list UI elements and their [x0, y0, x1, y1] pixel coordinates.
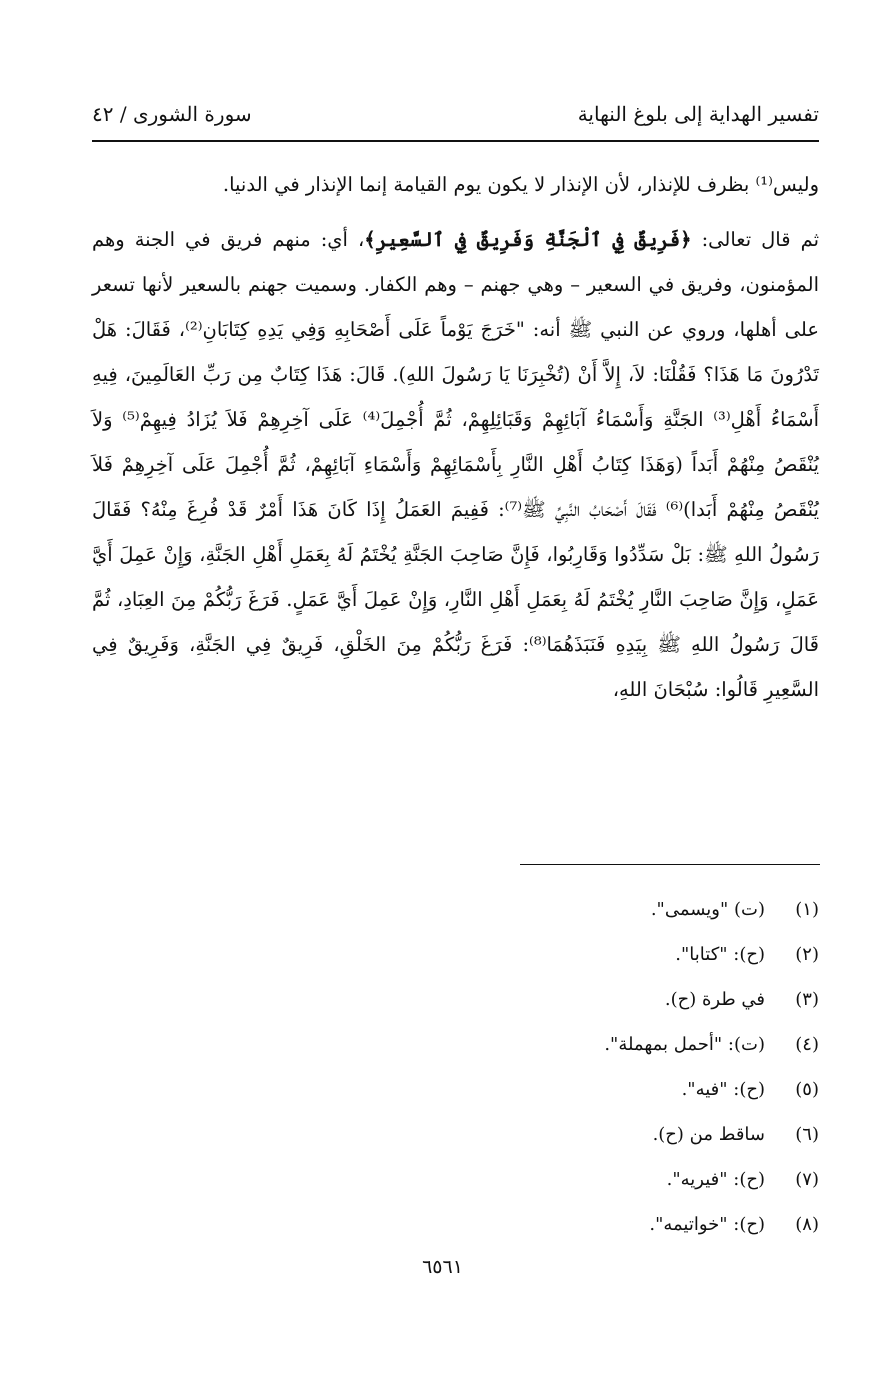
- footnote-divider: [520, 864, 820, 865]
- footnote-item: [92, 977, 819, 1022]
- footnote-item: [92, 1112, 819, 1157]
- paragraph-2-body: ، أي: منهم فريق في الجنة وهم المؤمنون، وفريق في السعير – وهي جهنم – وهم الكفار. وسميت جهنم بالسعير لأنها تسعر على أهلها، وروي عن النبي ﷺ أنه: "خَرَجَ يَوْماً عَلَى أَصْحَابِهِ وَفِي يَدِهِ كِتَابَانِ⁽²⁾، فَقَالَ: هَلْ تَدْرُونَ مَا هَذَا؟ فَقُلْنَا: لاَ، إِلاَّ أَنْ (تُخْبِرَنَا يَا رَسُولَ اللهِ). قَالَ: هَذَا كِتَابٌ مِن رَبِّ العَالَمِينَ، فِيهِ أَسْمَاءُ أَهْلِ⁽³⁾ الجَنَّةِ وَأَسْمَاءُ آبَائِهِمْ وَقَبَائِلِهِمْ، ثُمَّ أُجْمِلَ⁽⁴⁾ عَلَى آخِرِهِمْ فَلاَ يُزَادُ فِيهِمْ⁽⁵⁾ وَلاَ يُنْقَصُ مِنْهُمْ أَبَداً (وَهَذَا كِتَابُ أَهْلِ النَّارِ بِأَسْمَائِهِمْ وَأَسْمَاءِ آبَائِهِمْ، ثُمَّ أُجْمِلَ عَلَى آخِرِهِمْ فَلاَ يُنْقَصُ مِنْهُمْ أَبَدا)⁽⁶⁾ فَقَالَ أَصْحَابُ النَّبِيِّ ﷺ⁽⁷⁾: فَفِيمَ العَمَلُ إِذَا كَانَ هَذَا أَمْرٌ قَدْ فُرِغَ مِنْهُ؟ فَقَالَ رَسُولُ اللهِ ﷺ: بَلْ سَدِّدُوا وَقَارِبُوا، فَإِنَّ صَاحِبَ الجَنَّةِ يُخْتَمُ لَهُ بِعَمَلِ أَهْلِ الجَنَّةِ، وَإِنْ عَمِلَ أَيَّ عَمَلٍ، وَإِنَّ صَاحِبَ النَّارِ يُخْتَمُ لَهُ بِعَمَلِ أَهْلِ النَّارِ، وَإِنْ عَمِلَ أَيَّ عَمَلٍ. فَرَغَ رَبُّكُمْ مِنَ العِبَادِ، ثُمَّ قَالَ رَسُولُ اللهِ ﷺ بِيَدِهِ فَنَبَذَهُمَا⁽⁸⁾: فَرَغَ رَبُّكُمْ مِنَ الخَلْقِ، فَرِيقٌ فِي الجَنَّةِ، وَفَرِيقٌ فِي السَّعِيرِ قَالُوا: سُبْحَانَ اللهِ،: [92, 228, 820, 701]
- footnote-text: (ت) "ويسمى".: [650, 899, 765, 920]
- footnote-number: (٤): [795, 1034, 819, 1055]
- footnote-number: (٨): [795, 1214, 819, 1235]
- book-title: تفسير الهداية إلى بلوغ النهاية: [577, 102, 819, 126]
- footnote-item: [92, 1067, 819, 1112]
- header-divider: [92, 140, 819, 142]
- footnote-item: [92, 887, 819, 932]
- footnote-text: (ح): "كتابا".: [675, 944, 765, 965]
- footnote-number: (٦): [795, 1124, 819, 1145]
- paragraph-2: [92, 217, 819, 712]
- footnote-item: [92, 1022, 819, 1067]
- surah-reference: سورة الشورى / ٤٢: [92, 102, 252, 126]
- footnote-text: في طرة (ح).: [664, 989, 765, 1010]
- paragraph-1: وليس⁽¹⁾ بظرف للإنذار، لأن الإنذار لا يكون يوم القيامة إنما الإنذار في الدنيا.: [222, 173, 819, 196]
- footnote-text: ساقط من (ح).: [652, 1124, 765, 1145]
- footnote-list: [92, 887, 819, 1247]
- running-header: [92, 96, 819, 132]
- footnote-number: (٢): [795, 944, 819, 965]
- main-text: [92, 162, 819, 712]
- footnote-item: [92, 1202, 819, 1247]
- footnote-text: (ح): "فيه".: [681, 1079, 765, 1100]
- page-number: ٦٥٦١: [422, 1256, 463, 1278]
- footnote-number: (٧): [795, 1169, 819, 1190]
- footnote-item: [92, 932, 819, 977]
- footnote-item: [92, 1157, 819, 1202]
- footnote-number: (٥): [795, 1079, 819, 1100]
- footnote-text: (ح): "فيريه".: [666, 1169, 765, 1190]
- footnote-number: (١): [795, 899, 819, 920]
- paragraph-2-intro: ثم قال تعالى:: [691, 228, 819, 251]
- footnote-number: (٣): [795, 989, 819, 1010]
- footnote-text: (ح): "خواتيمه".: [649, 1214, 765, 1235]
- footnote-text: (ت): "أحمل بمهملة".: [604, 1034, 765, 1055]
- quran-verse: ﴿فَرِيقٌ فِي ٱلْجَنَّةِ وَفَرِيقٌ فِي ٱلسَّعِيرِ﴾: [364, 228, 692, 251]
